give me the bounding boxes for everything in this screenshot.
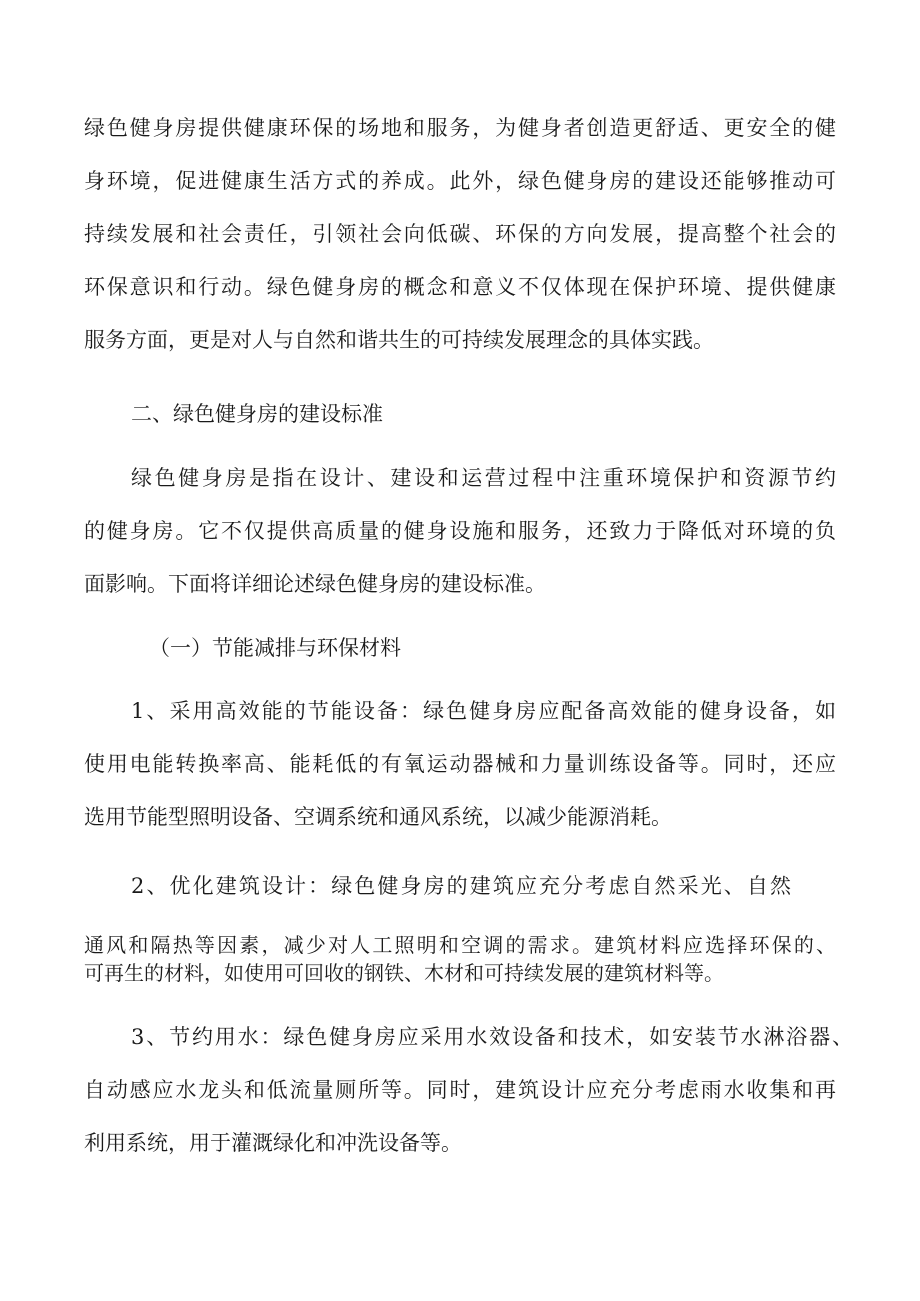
paragraph-line: 自动感应水龙头和低流量厕所等。同时，建筑设计应充分考虑雨水收集和再 bbox=[84, 1078, 836, 1102]
paragraph-line: 3、节约用水：绿色健身房应采用水效设备和技术，如安装节水淋浴器、 bbox=[131, 1025, 853, 1049]
paragraph-line: 2、优化建筑设计：绿色健身房的建筑应充分考虑自然采光、自然 bbox=[131, 874, 791, 898]
paragraph-line: 绿色健身房提供健康环保的场地和服务，为健身者创造更舒适、更安全的健 bbox=[84, 116, 836, 140]
paragraph-line: 可再生的材料，如使用可回收的钢铁、木材和可持续发展的建筑材料等。 bbox=[84, 961, 724, 985]
paragraph-line: 面影响。下面将详细论述绿色健身房的建设标准。 bbox=[84, 572, 546, 596]
paragraph-line: 使用电能转换率高、能耗低的有氧运动器械和力量训练设备等。同时，还应 bbox=[84, 752, 836, 776]
paragraph-line: 环保意识和行动。绿色健身房的概念和意义不仅体现在保护环境、提供健康 bbox=[84, 275, 836, 299]
paragraph-line: 服务方面，更是对人与自然和谐共生的可持续发展理念的具体实践。 bbox=[84, 328, 714, 352]
paragraph-line: 绿色健身房是指在设计、建设和运营过程中注重环境保护和资源节约 bbox=[131, 466, 836, 490]
paragraph-line: 的健身房。它不仅提供高质量的健身设施和服务，还致力于降低对环境的负 bbox=[84, 519, 836, 543]
paragraph-line: 利用系统，用于灌溉绿化和冲洗设备等。 bbox=[84, 1131, 462, 1155]
section-heading: 二、绿色健身房的建设标准 bbox=[131, 402, 383, 426]
paragraph-line: 身环境，促进健康生活方式的养成。此外，绿色健身房的建设还能够推动可 bbox=[84, 169, 836, 193]
paragraph-line: 1、采用高效能的节能设备：绿色健身房应配备高效能的健身设备，如 bbox=[131, 699, 836, 723]
paragraph-line: 持续发展和社会责任，引领社会向低碳、环保的方向发展，提高整个社会的 bbox=[84, 222, 836, 246]
subsection-heading: （一）节能减排与环保材料 bbox=[149, 636, 401, 660]
paragraph-line: 通风和隔热等因素，减少对人工照明和空调的需求。建筑材料应选择环保的、 bbox=[84, 933, 836, 957]
paragraph-line: 选用节能型照明设备、空调系统和通风系统，以减少能源消耗。 bbox=[84, 805, 672, 829]
